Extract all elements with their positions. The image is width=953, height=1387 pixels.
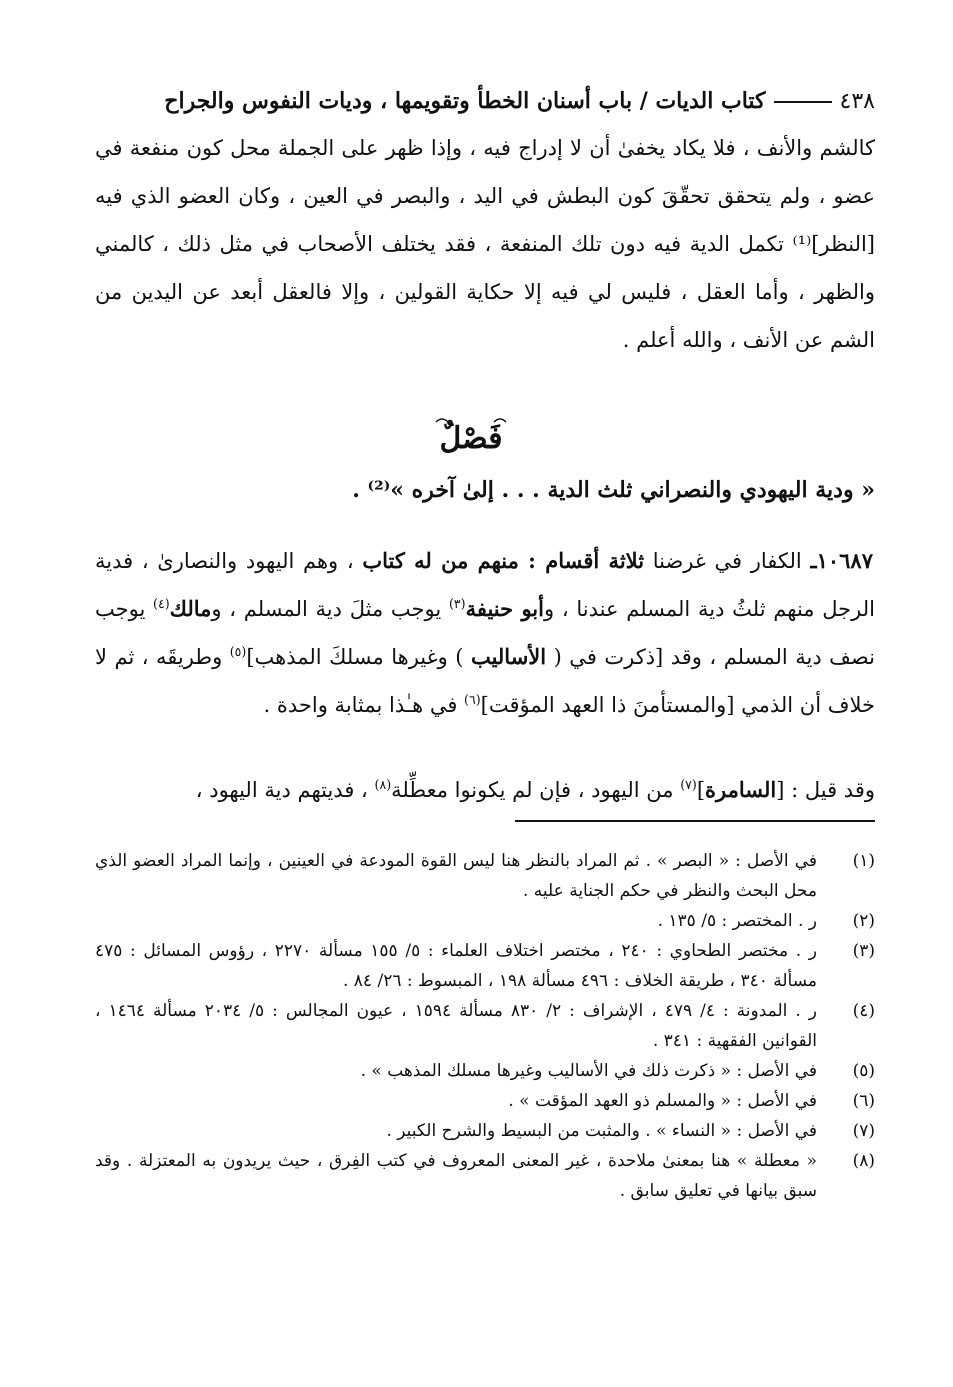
footnote-text: في الأصل : « ذكرت ذلك في الأساليب وغيرها مسلك المذهب » . [360,1061,817,1081]
footnote-number: (١) [852,851,875,871]
header-title: كتاب الديات / باب أسنان الخطأ وتقويمها ، وديات النفوس والجراح [164,88,766,114]
footnote-text: ر . المختصر : ٥/ ١٣٥ . [657,911,817,931]
bold-run: أبو حنيفة [465,596,544,621]
section-heading: « ودية اليهودي والنصراني ثلث الدية . . . إلىٰ آخره »⁽²⁾ . [352,477,875,503]
footnote-text: في الأصل : « والمسلم ذو العهد المؤقت » . [508,1091,817,1111]
footnote-separator [515,820,875,822]
text-run: ] [696,778,706,802]
text-run: يوجب نصف دية المسلم ، وقد [ذكرت في ( [95,597,875,669]
footnote-6 [95,1086,875,1116]
footnote-7 [95,1116,875,1146]
text-run: ) وغيرها مسلكَ المذهب] [246,645,464,669]
text-run: يوجب مثلَ دية المسلم ، و [211,597,442,621]
running-header [95,84,875,119]
footnote-text: « معطلة » هنا بمعنىٰ ملاحدة ، غير المعنى المعروف في كتب الفِرق ، حيث يريدون به المعتزلة . وقد سبق بيانها في تعليق سابق . [95,1151,817,1201]
footnote-number: (٥) [852,1061,875,1081]
footnote-text: في الأصل : « النساء » . والمثبت من البسيط والشرح الكبير . [386,1121,817,1141]
footnote-ref: (٣) [448,596,466,611]
footnote-ref: (٥) [229,644,247,659]
footnote-ref: (٦) [464,692,481,707]
footnote-number: (٧) [852,1121,875,1141]
paragraph-continuation: كالشم والأنف ، فلا يكاد يخفىٰ أن لا إدراج فيه ، وإذا ظهر على الجملة محل كون منفعة في عضو ، ولم يتحقق تحقّقَ كون البطش في اليد ، والبصر في العين ، وكان العضو الذي فيه [النظر]⁽¹⁾ تكمل الدية فيه دون تلك المنفعة ، فقد يختلف الأصحاب في مثل ذلك ، كالمني والظهر ، وأما العقل ، فليس لي فيه إلا حكاية القولين ، وإلا فالعقل أبعد عن اليدين من الشم عن الأنف ، والله أعلم . [95,136,875,352]
footnote-number: (٤) [852,1001,875,1021]
footnote-4 [95,996,875,1056]
text-run: وقد قيل : [ [776,778,875,802]
text-run: وطريقَه ، ثم لا خلاف أن الذمي [والمستأمنَ ذا العهد المؤقت] [95,645,875,717]
footnote-number: (٣) [852,941,875,961]
footnotes [95,846,875,1206]
text-run: من اليهود ، فإن لم يكونوا معطِّلة [391,778,674,802]
paragraph-number: ١٠٦٨٧ـ [810,548,873,573]
footnote-ref: (٤) [153,596,170,611]
text-run: الكفار في غرضنا [652,549,802,573]
footnote-text: في الأصل : « البصر » . ثم المراد بالنظر هنا ليس القوة المودعة في العينين ، وإنما المراد العضو الذي محل البحث والنظر في حكم الجناية عليه . [95,851,817,901]
text-run: ، وهم اليهود والنصارىٰ ، فدية الرجل منهم ثلثُ دية المسلم عندنا ، و [95,549,875,621]
page-number: ٤٣٨ [839,89,875,114]
bold-run: ثلاثة أقسام : منهم من له كتاب [362,548,645,573]
header-dash [774,101,832,103]
footnote-ref: (٨) [374,777,392,792]
footnote-5 [95,1056,875,1086]
bold-run: الأساليب [470,644,547,669]
footnote-2 [95,906,875,936]
footnote-ref: (٧) [680,777,697,792]
footnote-3 [95,936,875,996]
bold-run: مالك [169,596,212,621]
footnote-number: (٢) [852,911,875,931]
footnote-8 [95,1146,875,1206]
bold-run: السامرة [705,777,777,802]
text-run: ، فديتهم دية اليهود ، [195,778,368,802]
paragraph-10687 [95,537,875,729]
ornament-label: فَصْلٌ [439,421,503,456]
footnote-text: ر . المدونة : ٤/ ٤٧٩ ، الإشراف : ٢/ ٨٣٠ مسألة ١٥٩٤ ، عيون المجالس : ٥/ ٢٠٣٤ مسألة ١٤٦٤ ، القوانين الفقهية : ٣٤١ . [95,1001,817,1051]
footnote-number: (٨) [852,1151,875,1171]
paragraph-samaritans [95,766,875,814]
text-run: في هـٰذا بمثابة واحدة . [263,693,458,717]
footnote-number: (٦) [852,1091,875,1111]
section-ornament [416,412,526,460]
footnote-1 [95,846,875,906]
footnote-text: ر . مختصر الطحاوي : ٢٤٠ ، مختصر اختلاف العلماء : ٥/ ١٥٥ مسألة ٢٢٧٠ ، رؤوس المسائل : ٤٧٥ مسألة ٣٤٠ ، طريقة الخلاف : ٤٩٦ مسألة ١٩٨ ، المبسوط : ٢٦/ ٨٤ . [95,941,817,991]
